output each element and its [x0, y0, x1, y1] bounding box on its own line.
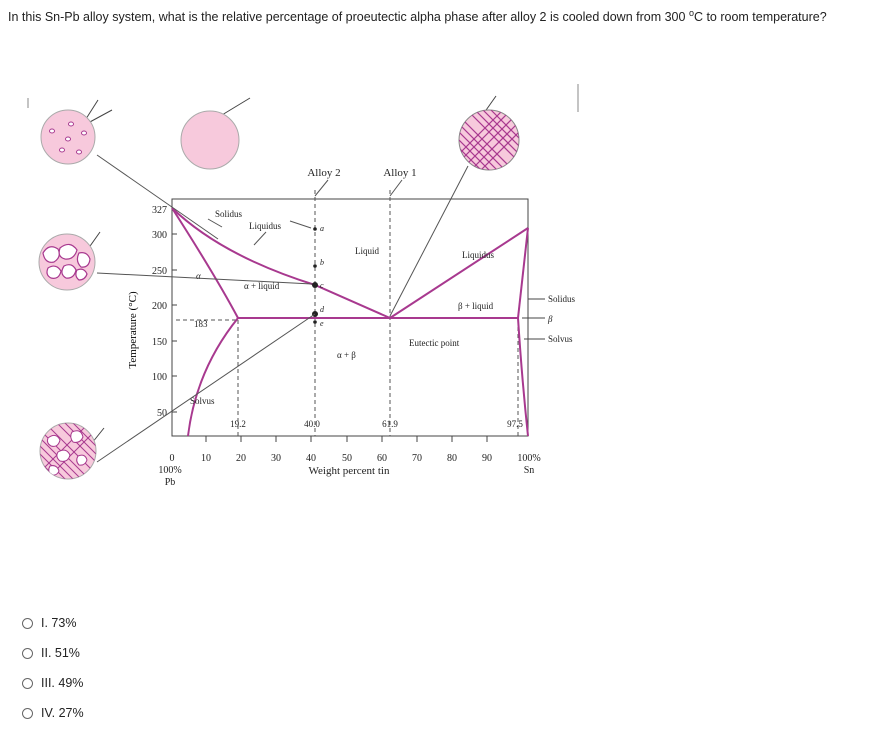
- composition-97-5: 97.5: [507, 419, 523, 429]
- label-alpha: α: [196, 271, 201, 281]
- y-tick-label: 327: [152, 205, 167, 216]
- x-tick-marks: [206, 436, 487, 442]
- label-solidus-left: Solidus: [215, 209, 243, 219]
- point-label-a: a: [320, 224, 324, 233]
- option-label: II. 51%: [41, 646, 80, 660]
- x-tick-label: 60: [377, 453, 387, 464]
- label-beta: β: [548, 314, 553, 324]
- label-183: 183: [194, 319, 208, 329]
- x-tick-label: 30: [271, 453, 281, 464]
- y-tick-label: 300: [152, 230, 167, 241]
- microstructure-proeutectic-alpha-eutectic: [40, 422, 96, 486]
- y-tick-label: 200: [152, 301, 167, 312]
- label-eutectic-point: Eutectic point: [409, 338, 460, 348]
- x-tick-label: 90: [482, 453, 492, 464]
- point-label-d: d: [320, 305, 324, 314]
- y-tick-label: 250: [152, 266, 167, 277]
- label-liquidus-left: Liquidus: [249, 221, 282, 231]
- radio-button[interactable]: [22, 618, 33, 629]
- label-alpha-liquid: α + liquid: [244, 281, 280, 291]
- x-tick-label: 50: [342, 453, 352, 464]
- y-tick-label: 50: [157, 408, 167, 419]
- label-liquid: Liquid: [355, 246, 379, 256]
- solidus-left-line: [172, 208, 238, 318]
- x-tick-label: 70: [412, 453, 422, 464]
- y-tick-label: 100: [152, 372, 167, 383]
- radio-button[interactable]: [22, 708, 33, 719]
- answer-options: [22, 608, 84, 728]
- option-label: I. 73%: [41, 616, 77, 630]
- x-tick-label: 80: [447, 453, 457, 464]
- label-liquidus-right: Liquidus: [462, 250, 495, 260]
- option-label: III. 49%: [41, 676, 84, 690]
- alloy2-label: Alloy 2: [307, 167, 341, 179]
- x-tick-label: 20: [236, 453, 246, 464]
- alloy1-label: Alloy 1: [383, 167, 417, 179]
- x-tick-label: 0: [169, 453, 175, 464]
- microstructure-liquid-alpha: [41, 110, 95, 164]
- point-label-e: e: [320, 319, 324, 328]
- microstructure-alpha-grains: [39, 234, 95, 290]
- arrow-marks: [83, 96, 496, 448]
- radio-button[interactable]: [22, 648, 33, 659]
- x-left-end-label: Pb: [164, 477, 176, 488]
- x-left-end-label: 100%: [158, 465, 182, 476]
- composition-40-0: 40.0: [304, 419, 320, 429]
- x-right-end-label: Sn: [523, 465, 535, 476]
- option-3[interactable]: [22, 668, 84, 698]
- composition-61-9: 61.9: [382, 419, 398, 429]
- option-4[interactable]: [22, 698, 84, 728]
- y-tick-marks: [172, 234, 177, 412]
- x-tick-label: 10: [201, 453, 211, 464]
- x-right-end-label: 100%: [517, 453, 541, 464]
- label-alpha-beta: α + β: [337, 350, 356, 360]
- option-2[interactable]: [22, 638, 84, 668]
- right-label-leaders: [522, 299, 545, 339]
- radio-button[interactable]: [22, 678, 33, 689]
- microstructure-liquid: [181, 111, 239, 169]
- option-1[interactable]: [22, 608, 84, 638]
- label-beta-liquid: β + liquid: [458, 301, 494, 311]
- label-solidus-right: Solidus: [548, 294, 576, 304]
- y-axis-label: Temperature (°C): [127, 291, 139, 369]
- x-tick-label: 40: [306, 453, 316, 464]
- solidus-right-line: [518, 228, 528, 318]
- point-label-c: c: [320, 281, 324, 290]
- composition-19-2: 19.2: [230, 419, 246, 429]
- question-text: In this Sn-Pb alloy system, what is the relative percentage of proeutectic alpha phase after alloy 2 is cooled down from 300 $^o$C to room temperature?: [8, 8, 827, 25]
- x-axis-label: Weight percent tin: [308, 465, 390, 477]
- point-label-b: b: [320, 258, 324, 267]
- phase-boundaries: [172, 208, 528, 436]
- y-tick-label: 150: [152, 337, 167, 348]
- option-label: IV. 27%: [41, 706, 84, 720]
- label-solvus-right: Solvus: [548, 334, 573, 344]
- label-solvus-left: Solvus: [190, 396, 215, 406]
- composition-guides: [176, 190, 518, 436]
